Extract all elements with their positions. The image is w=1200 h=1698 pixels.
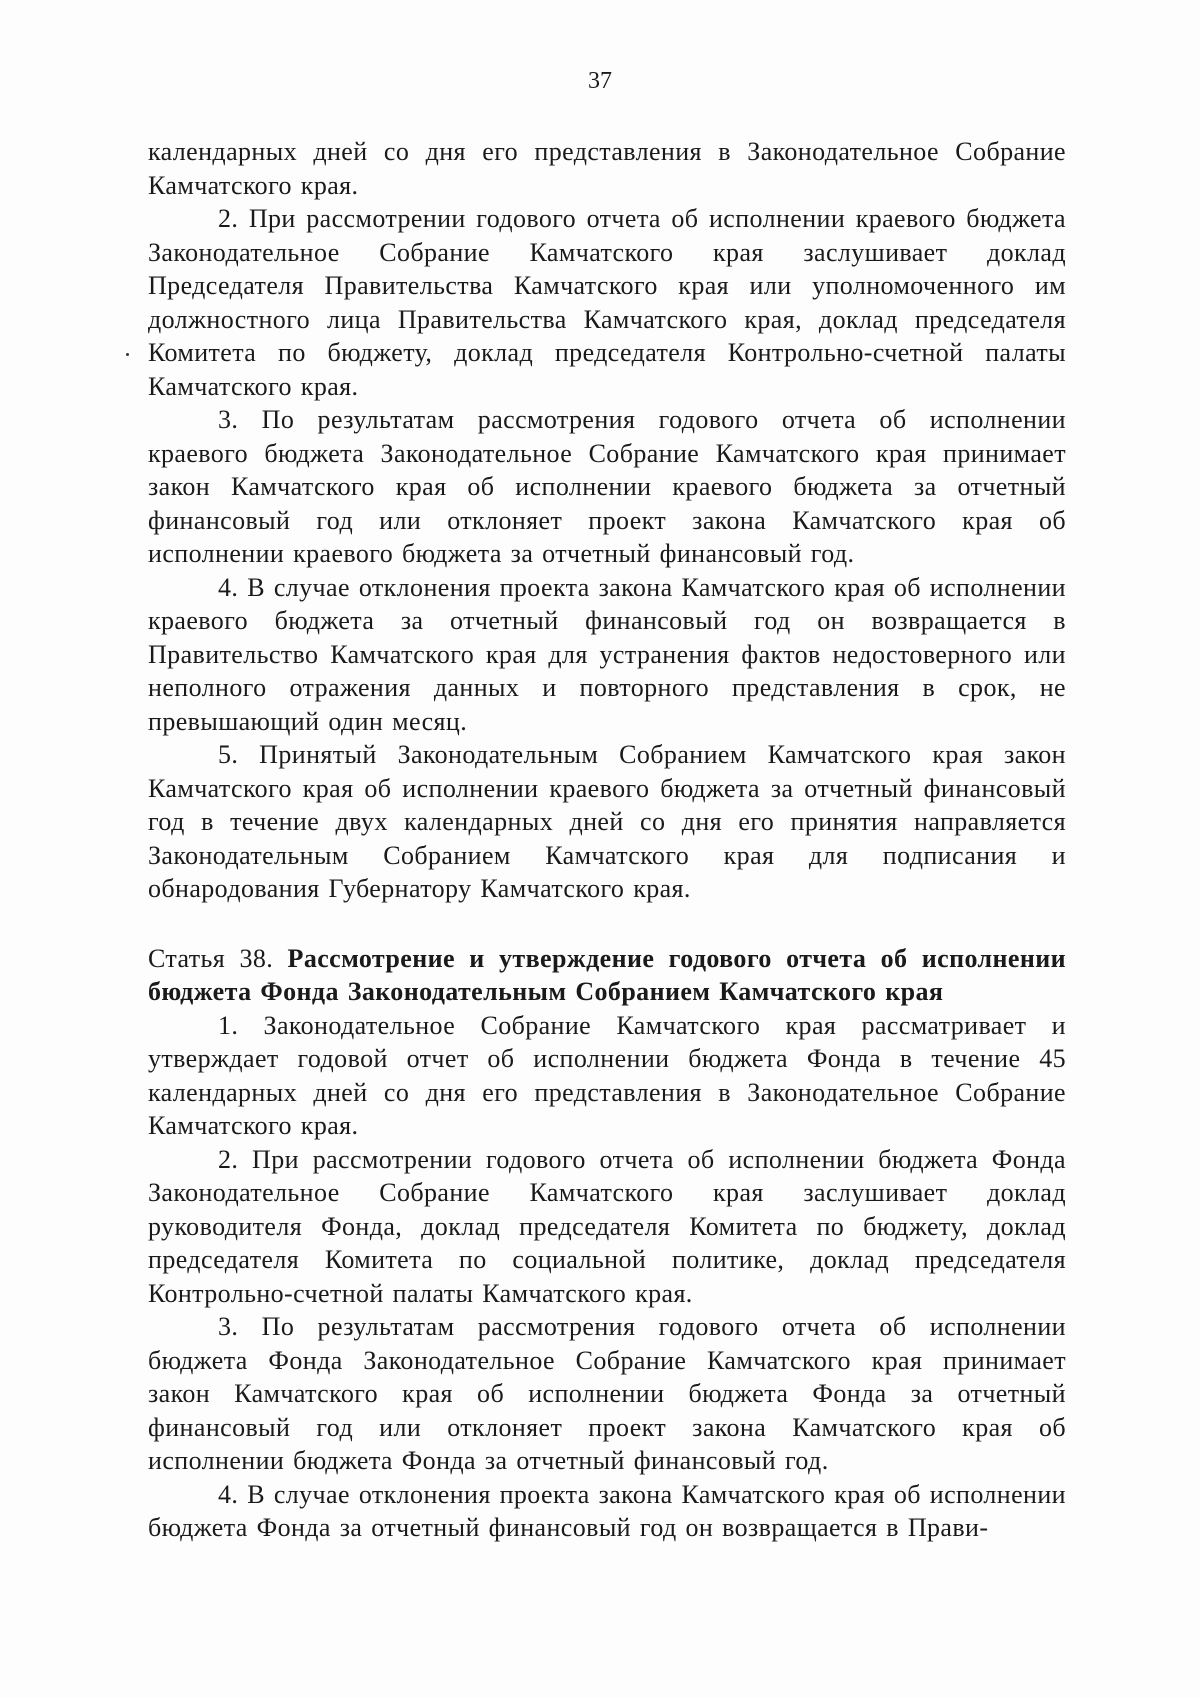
article-paragraph-1: 1. Законодательное Собрание Камчатского края рассматривает и утверждает годовой отчет об исполнении бюджета Фонда в течение 45 календарных дней со дня его представления в Законодательное Собрание Камчатского края. xyxy=(148,1010,1066,1140)
article-paragraph-3: 3. По результатам рассмотрения годового отчета об исполнении бюджета Фонда Законодательное Собрание Камчатского края принимает закон Камчатского края об исполнении бюджета Фонда за отчетный финансовый год или отклоняет проект закона Камчатского края об исполнении бюджета Фонда за отчетный финансовый год. xyxy=(148,1312,1066,1475)
article-label: Статья 38. xyxy=(148,943,274,973)
article-paragraph-2: 2. При рассмотрении годового отчета об исполнении бюджета Фонда Законодательное Собрание Камчатского края заслушивает доклад руководителя Фонда, доклад председателя Комитета по бюджету, доклад председателя Комитета по социальной политике, доклад председателя Контрольно-счетной палаты Камчатского края. xyxy=(148,1144,1066,1308)
paragraph-continued: календарных дней со дня его представления в Законодательное Собрание Камчатского края. xyxy=(148,137,1066,200)
paragraph-item-4: 4. В случае отклонения проекта закона Камчатского края об исполнении краевого бюджета за отчетный финансовый год он возвращается в Правительство Камчатского края для устранения фактов недостоверного или неполного отражения данных и повторного представления в срок, не превышающий один месяц. xyxy=(148,572,1066,736)
article-heading xyxy=(148,942,1066,1009)
article-title: Рассмотрение и утверждение годового отчета об исполнении бюджета Фонда Законодательным Собранием Камчатского края xyxy=(148,943,1066,1006)
document-body xyxy=(148,135,1066,1545)
paragraph-item-5: 5. Принятый Законодательным Собранием Камчатского края закон Камчатского края об исполнении краевого бюджета за отчетный финансовый год в течение двух календарных дней со дня его принятия направляется Законодательным Собранием Камчатского края для подписания и обнародования Губернатору Камчатского края. xyxy=(148,740,1066,903)
paragraph-item-3: 3. По результатам рассмотрения годового отчета об исполнении краевого бюджета Законодательное Собрание Камчатского края принимает закон Камчатского края об исполнении краевого бюджета за отчетный финансовый год или отклоняет проект закона Камчатского края об исполнении краевого бюджета за отчетный финансовый год. xyxy=(148,405,1066,568)
scan-speck xyxy=(126,353,129,356)
paragraph-item-2: 2. При рассмотрении годового отчета об исполнении краевого бюджета Законодательное Собрание Камчатского края заслушивает доклад Председателя Правительства Камчатского края или уполномоченного им должностного лица Правительства Камчатского края, доклад председателя Комитета по бюджету, доклад председателя Контрольно-счетной палаты Камчатского края. xyxy=(148,204,1066,401)
page-number: 37 xyxy=(588,68,612,94)
article-paragraph-4: 4. В случае отклонения проекта закона Камчатского края об исполнении бюджета Фонда за отчетный финансовый год он возвращается в Прави- xyxy=(148,1479,1066,1542)
